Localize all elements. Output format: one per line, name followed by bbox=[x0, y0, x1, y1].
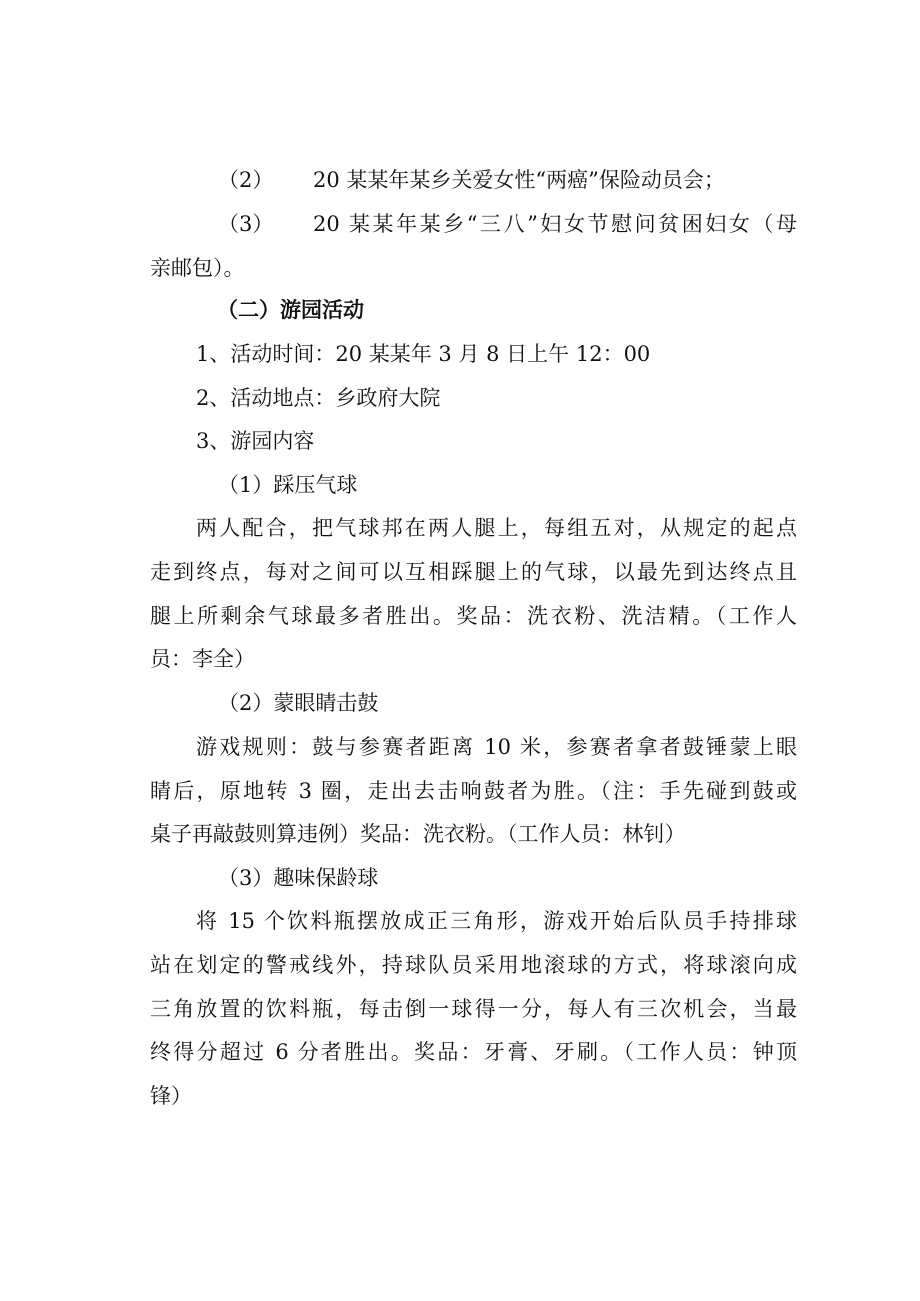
game-1-desc-3: 腿上所剩余气球最多者胜出。奖品：洗衣粉、洗洁精。（工作人 bbox=[150, 604, 797, 628]
game-1-desc-line-1 bbox=[0, 508, 920, 548]
game-3-desc-line-4 bbox=[0, 1032, 920, 1072]
game-3-title-text: （3）趣味保龄球 bbox=[218, 866, 379, 890]
game-1-title-text: （1）踩压气球 bbox=[218, 473, 358, 497]
game-3-desc-line-5 bbox=[0, 1076, 920, 1116]
activity-time bbox=[0, 334, 920, 374]
game-3-desc-4: 终得分超过 6 分者胜出。奖品：牙膏、牙刷。（工作人员：钟顶 bbox=[150, 1040, 797, 1064]
list-item-3-number: （3） bbox=[218, 212, 274, 236]
list-item-2-number: （2） bbox=[218, 168, 274, 192]
game-3-title bbox=[0, 858, 920, 898]
game-3-desc-1: 将 15 个饮料瓶摆放成正三角形，游戏开始后队员手持排球 bbox=[196, 909, 797, 933]
game-2-desc-line-2 bbox=[0, 771, 920, 811]
game-3-desc-2: 站在划定的警戒线外，持球队员采用地滚球的方式，将球滚向成 bbox=[150, 953, 797, 977]
game-2-title-text: （2）蒙眼睛击鼓 bbox=[218, 691, 379, 715]
list-item-3-text: 20 某某年某乡“三八”妇女节慰问贫困妇女（母 bbox=[313, 212, 797, 236]
game-2-desc-2: 睛后，原地转 3 圈，走出去击响鼓者为胜。（注：手先碰到鼓或 bbox=[150, 779, 797, 803]
game-3-desc-3: 三角放置的饮料瓶，每击倒一球得一分，每人有三次机会，当最 bbox=[150, 997, 797, 1021]
list-item-3-continuation bbox=[0, 248, 920, 288]
game-1-desc-line-3 bbox=[0, 596, 920, 636]
list-item-3 bbox=[0, 204, 920, 244]
game-1-title bbox=[0, 465, 920, 505]
section-heading bbox=[0, 290, 920, 330]
garden-content-text: 3、游园内容 bbox=[196, 429, 315, 453]
game-2-title bbox=[0, 683, 920, 723]
game-2-desc-line-3 bbox=[0, 814, 920, 854]
game-3-desc-5: 锋） bbox=[150, 1084, 192, 1108]
list-item-3-text-cont: 亲邮包）。 bbox=[150, 256, 245, 280]
game-3-desc-line-3 bbox=[0, 989, 920, 1029]
section-heading-text: （二）游园活动 bbox=[217, 297, 364, 322]
game-2-desc-3: 桌子再敲鼓则算违例）奖品：洗衣粉。（工作人员：林钊） bbox=[150, 822, 686, 846]
activity-time-text: 1、活动时间：20 某某年 3 月 8 日上午 12：00 bbox=[196, 342, 651, 366]
game-1-desc-line-2 bbox=[0, 552, 920, 592]
activity-place bbox=[0, 378, 920, 418]
game-2-desc-1: 游戏规则：鼓与参赛者距离 10 米，参赛者拿者鼓锤蒙上眼 bbox=[196, 735, 797, 759]
list-item-2 bbox=[0, 160, 920, 200]
activity-place-text: 2、活动地点：乡政府大院 bbox=[196, 386, 441, 410]
game-3-desc-line-1 bbox=[0, 901, 920, 941]
garden-content bbox=[0, 421, 920, 461]
game-3-desc-line-2 bbox=[0, 945, 920, 985]
game-1-desc-line-4 bbox=[0, 639, 920, 679]
game-1-desc-4: 员：李全） bbox=[150, 647, 255, 671]
game-2-desc-line-1 bbox=[0, 727, 920, 767]
list-item-2-text: 20 某某年某乡关爱女性“两癌”保险动员会； bbox=[313, 168, 725, 192]
game-1-desc-2: 走到终点，每对之间可以互相踩腿上的气球，以最先到达终点且 bbox=[150, 560, 797, 584]
game-1-desc-1: 两人配合，把气球邦在两人腿上，每组五对，从规定的起点 bbox=[196, 516, 797, 540]
